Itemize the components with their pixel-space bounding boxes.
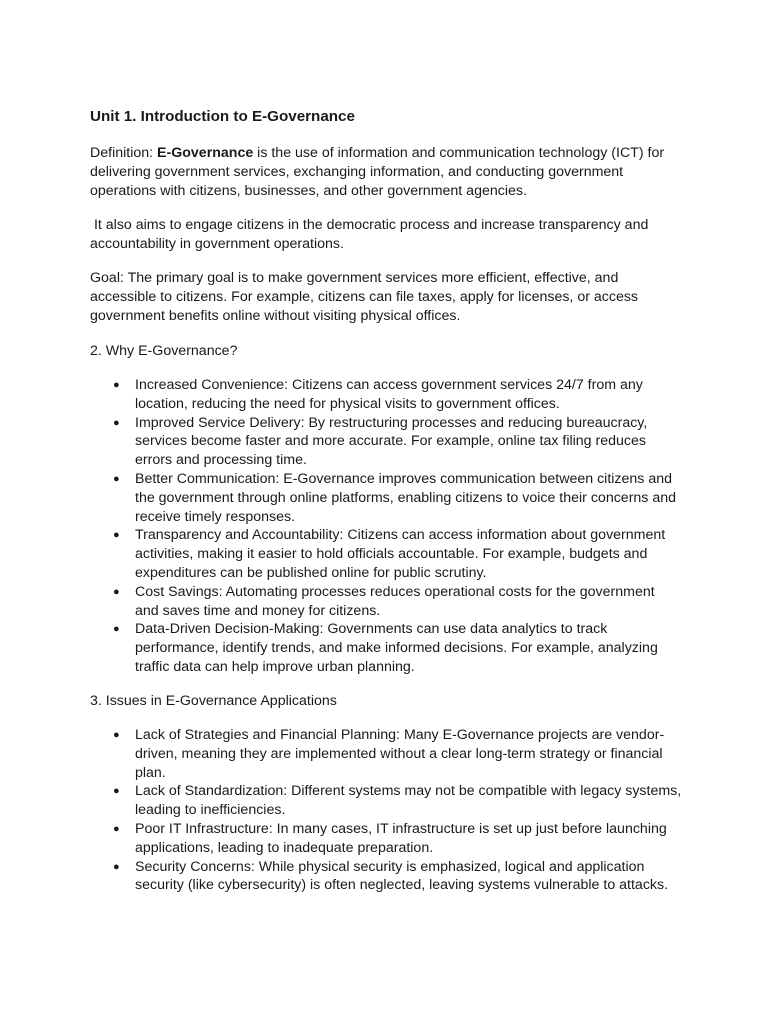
list-item	[90, 526, 682, 582]
why-egovernance-list	[90, 376, 682, 677]
list-item-text: Security Concerns: While physical security is emphasized, logical and application security (like cybersecurity) is often neglected, leaving systems vulnerable to attacks.	[135, 858, 669, 894]
bullet-icon: ●	[113, 729, 120, 741]
list-item-text: Cost Savings: Automating processes reduces operational costs for the government and saves time and money for citizens.	[135, 583, 655, 619]
bullet-icon: ●	[113, 585, 120, 598]
list-item	[90, 470, 682, 526]
goal-paragraph: Goal: The primary goal is to make government services more efficient, effective, and accessible to citizens. For example, citizens can file taxes, apply for licenses, or access government benefits online without visiting physical offices.	[90, 270, 639, 324]
list-item-text: Transparency and Accountability: Citizens can access information about government activities, making it easier to hold officials accountable. For example, budgets and expenditures can be published online for public scrutiny.	[135, 527, 666, 581]
list-item	[90, 620, 682, 676]
bullet-icon: ●	[113, 785, 120, 798]
list-item	[90, 726, 682, 782]
list-item	[90, 820, 682, 858]
list-item	[90, 782, 682, 820]
definition-prefix: Definition:	[90, 145, 158, 161]
bullet-icon: ●	[113, 529, 120, 542]
list-item-text: Lack of Standardization: Different systems may not be compatible with legacy systems, leading to inefficiencies.	[135, 783, 682, 819]
section-3-heading: 3. Issues in E-Governance Applications	[90, 693, 337, 709]
bullet-icon: ●	[113, 860, 120, 873]
bullet-icon: ●	[113, 416, 120, 429]
list-item-text: Data-Driven Decision-Making: Governments can use data analytics to track performance, identify trends, and make informed decisions. For example, analyzing traffic data can help improve urban planning.	[135, 621, 658, 675]
issues-list	[90, 726, 682, 895]
page-title: Unit 1. Introduction to E-Governance	[90, 108, 355, 125]
list-item	[90, 414, 682, 470]
list-item-text: Improved Service Delivery: By restructuring processes and reducing bureaucracy, services become faster and more accurate. For example, online tax filing reduces errors and processing time.	[135, 414, 648, 469]
aims-paragraph: It also aims to engage citizens in the democratic process and increase transparency and accountability in government operations.	[90, 217, 653, 252]
bullet-icon: ●	[113, 822, 120, 835]
definition-term: E-Governance	[157, 145, 254, 161]
definition-text: is the use of information and communication technology (ICT) for delivering government services, exchanging information, and conducting government operations with citizens, businesses, and other government agencies.	[90, 145, 665, 199]
definition-paragraph	[90, 144, 682, 201]
bullet-icon: ●	[113, 379, 120, 391]
list-item-text: Increased Convenience: Citizens can access government services 24/7 from any location, reducing the need for physical visits to government offices.	[135, 377, 643, 412]
list-item	[90, 376, 682, 414]
list-item-text: Lack of Strategies and Financial Planning: Many E-Governance projects are vendor-driven, meaning they are implemented without a clear long-term strategy or financial plan.	[135, 727, 665, 781]
list-item-text: Poor IT Infrastructure: In many cases, IT infrastructure is set up just before launching applications, leading to inadequate preparation.	[135, 820, 667, 856]
list-item	[90, 858, 682, 896]
list-item	[90, 583, 682, 621]
bullet-icon: ●	[113, 623, 120, 636]
section-2-heading: 2. Why E-Governance?	[90, 343, 238, 359]
list-item-text: Better Communication: E-Governance improves communication between citizens and the government through online platforms, enabling citizens to voice their concerns and receive timely responses.	[135, 470, 677, 525]
bullet-icon: ●	[113, 472, 120, 485]
